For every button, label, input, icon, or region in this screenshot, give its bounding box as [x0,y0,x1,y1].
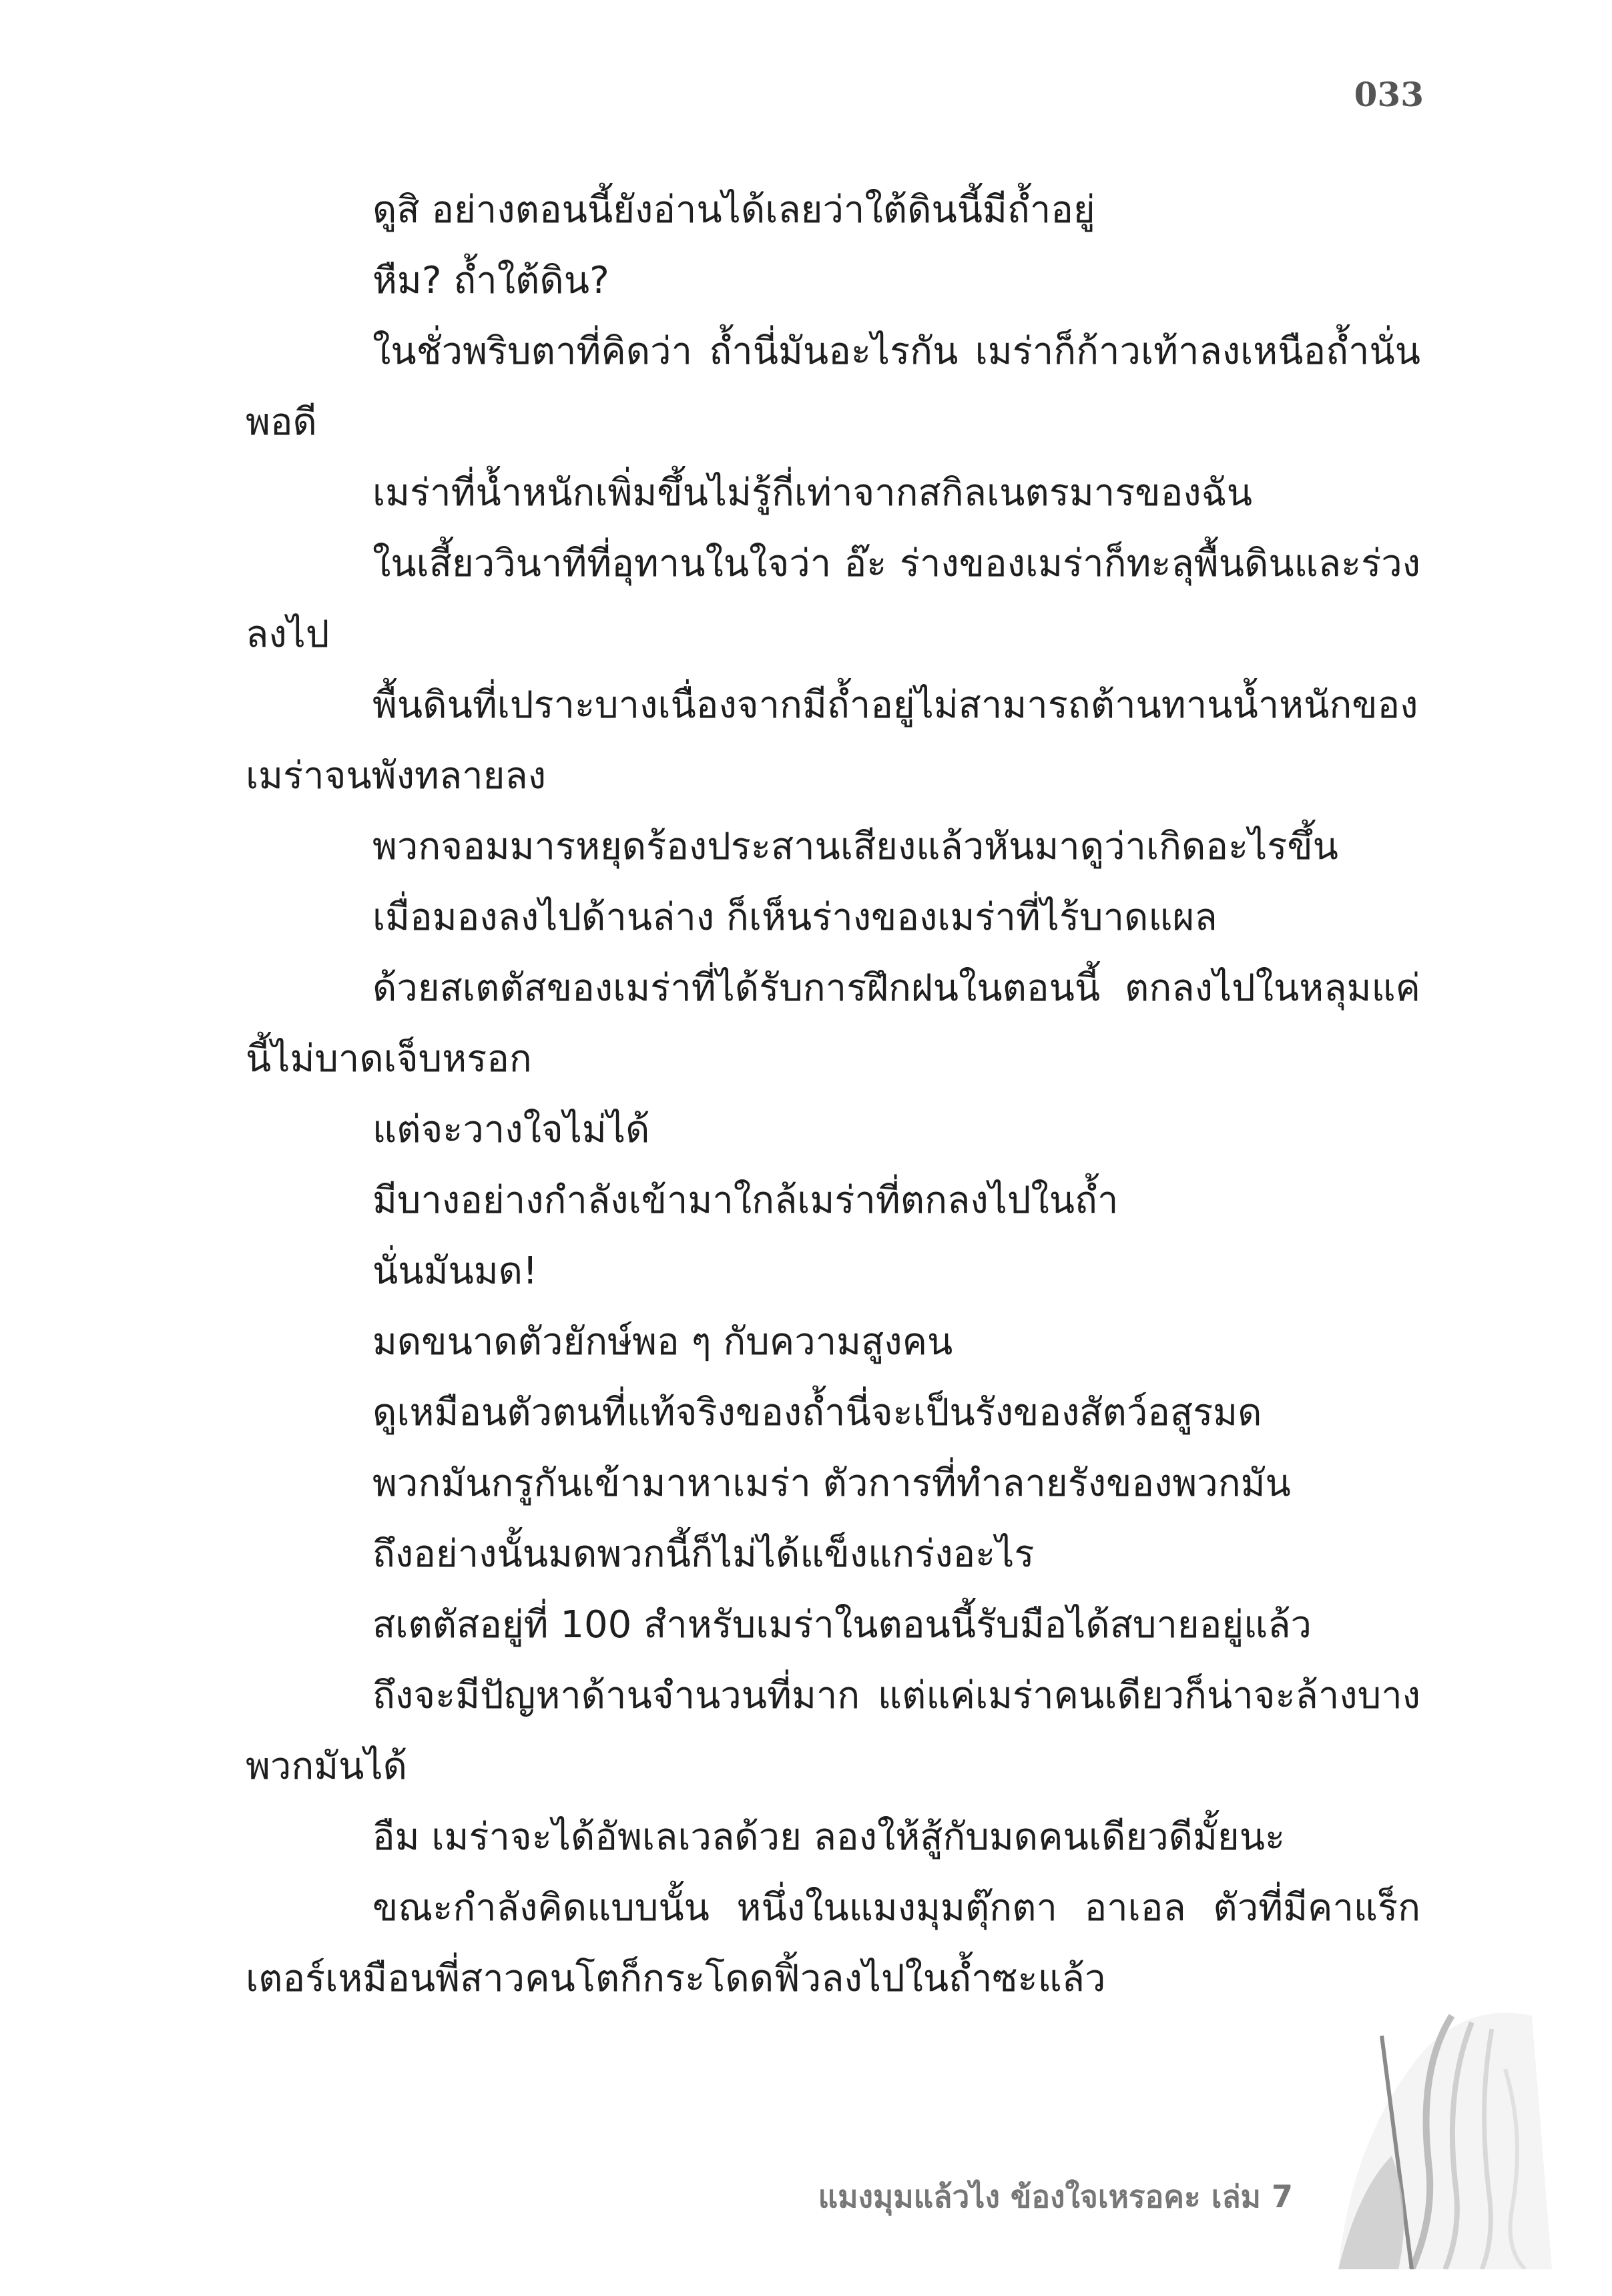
paragraph: ดูเหมือนตัวตนที่แท้จริงของถ้ำนี่จะเป็นรังของสัตว์อสูรมด [372,1391,1262,1434]
paragraph: นั่นมันมด! [372,1249,538,1293]
paragraph: พวกมันกรูกันเข้ามาหาเมร่า ตัวการที่ทำลายรังของพวกมัน [372,1462,1291,1505]
paragraph: เมื่อมองลงไปด้านล่าง ก็เห็นร่างของเมร่าที่ไร้บาดแผล [372,896,1218,939]
paragraph: ขณะกำลังคิดแบบนั้น หนึ่งในแมงมุมตุ๊กตา อาเอล ตัวที่มีคาแร็กเตอร์เหมือนพี่สาวคนโตก็กระโดดฟิ้วลงไปในถ้ำซะแล้ว [246,1886,1420,2000]
paragraph: ด้วยสเตตัสของเมร่าที่ได้รับการฝึกฝนในตอนนี้ ตกลงไปในหลุมแค่นี้ไม่บาดเจ็บหรอก [246,966,1420,1081]
paragraph: อืม เมร่าจะได้อัพเลเวลด้วย ลองให้สู้กับมดคนเดียวดีมั้ยนะ [372,1815,1286,1859]
paragraph: ถึงอย่างนั้นมดพวกนี้ก็ไม่ได้แข็งแกร่งอะไร [372,1532,1035,1576]
paragraph: มดขนาดตัวยักษ์พอ ๆ กับความสูงคน [372,1320,953,1364]
page-number: 033 [1354,75,1424,114]
paragraph: แต่จะวางใจไม่ได้ [372,1108,650,1151]
paragraph: ในชั่วพริบตาที่คิดว่า ถ้ำนี่มันอะไรกัน เมร่าก็ก้าวเท้าลงเหนือถ้ำนั่นพอดี [246,330,1420,444]
body-text [246,175,1420,2014]
paragraph: หืม? ถ้ำใต้ดิน? [372,259,609,302]
paragraph: ดูสิ อย่างตอนนี้ยังอ่านได้เลยว่าใต้ดินนี้มีถ้ำอยู่ [372,188,1095,232]
paragraph: ในเสี้ยววินาทีที่อุทานในใจว่า อ๊ะ ร่างของเมร่าก็ทะลุพื้นดินและร่วงลงไป [246,542,1420,656]
paragraph: พวกจอมมารหยุดร้องประสานเสียงแล้วหันมาดูว่าเกิดอะไรขึ้น [372,825,1338,868]
paragraph: พื้นดินที่เปราะบางเนื่องจากมีถ้ำอยู่ไม่สามารถต้านทานน้ำหนักของเมร่าจนพังทลายลง [246,683,1418,798]
paragraph: มีบางอย่างกำลังเข้ามาใกล้เมร่าที่ตกลงไปในถ้ำ [372,1179,1119,1222]
paragraph: สเตตัสอยู่ที่ 100 สำหรับเมร่าในตอนนี้รับมือได้สบายอยู่แล้ว [372,1603,1312,1647]
paragraph: เมร่าที่น้ำหนักเพิ่มขึ้นไม่รู้กี่เท่าจากสกิลเนตรมารของฉัน [372,471,1252,515]
footer-title: แมงมุมแล้วไง ข้องใจเหรอคะ เล่ม 7 [818,2179,1293,2215]
paragraph: ถึงจะมีปัญหาด้านจำนวนที่มาก แต่แค่เมร่าคนเดียวก็น่าจะล้างบางพวกมันได้ [246,1674,1420,1788]
character-illustration [1312,1989,1552,2269]
